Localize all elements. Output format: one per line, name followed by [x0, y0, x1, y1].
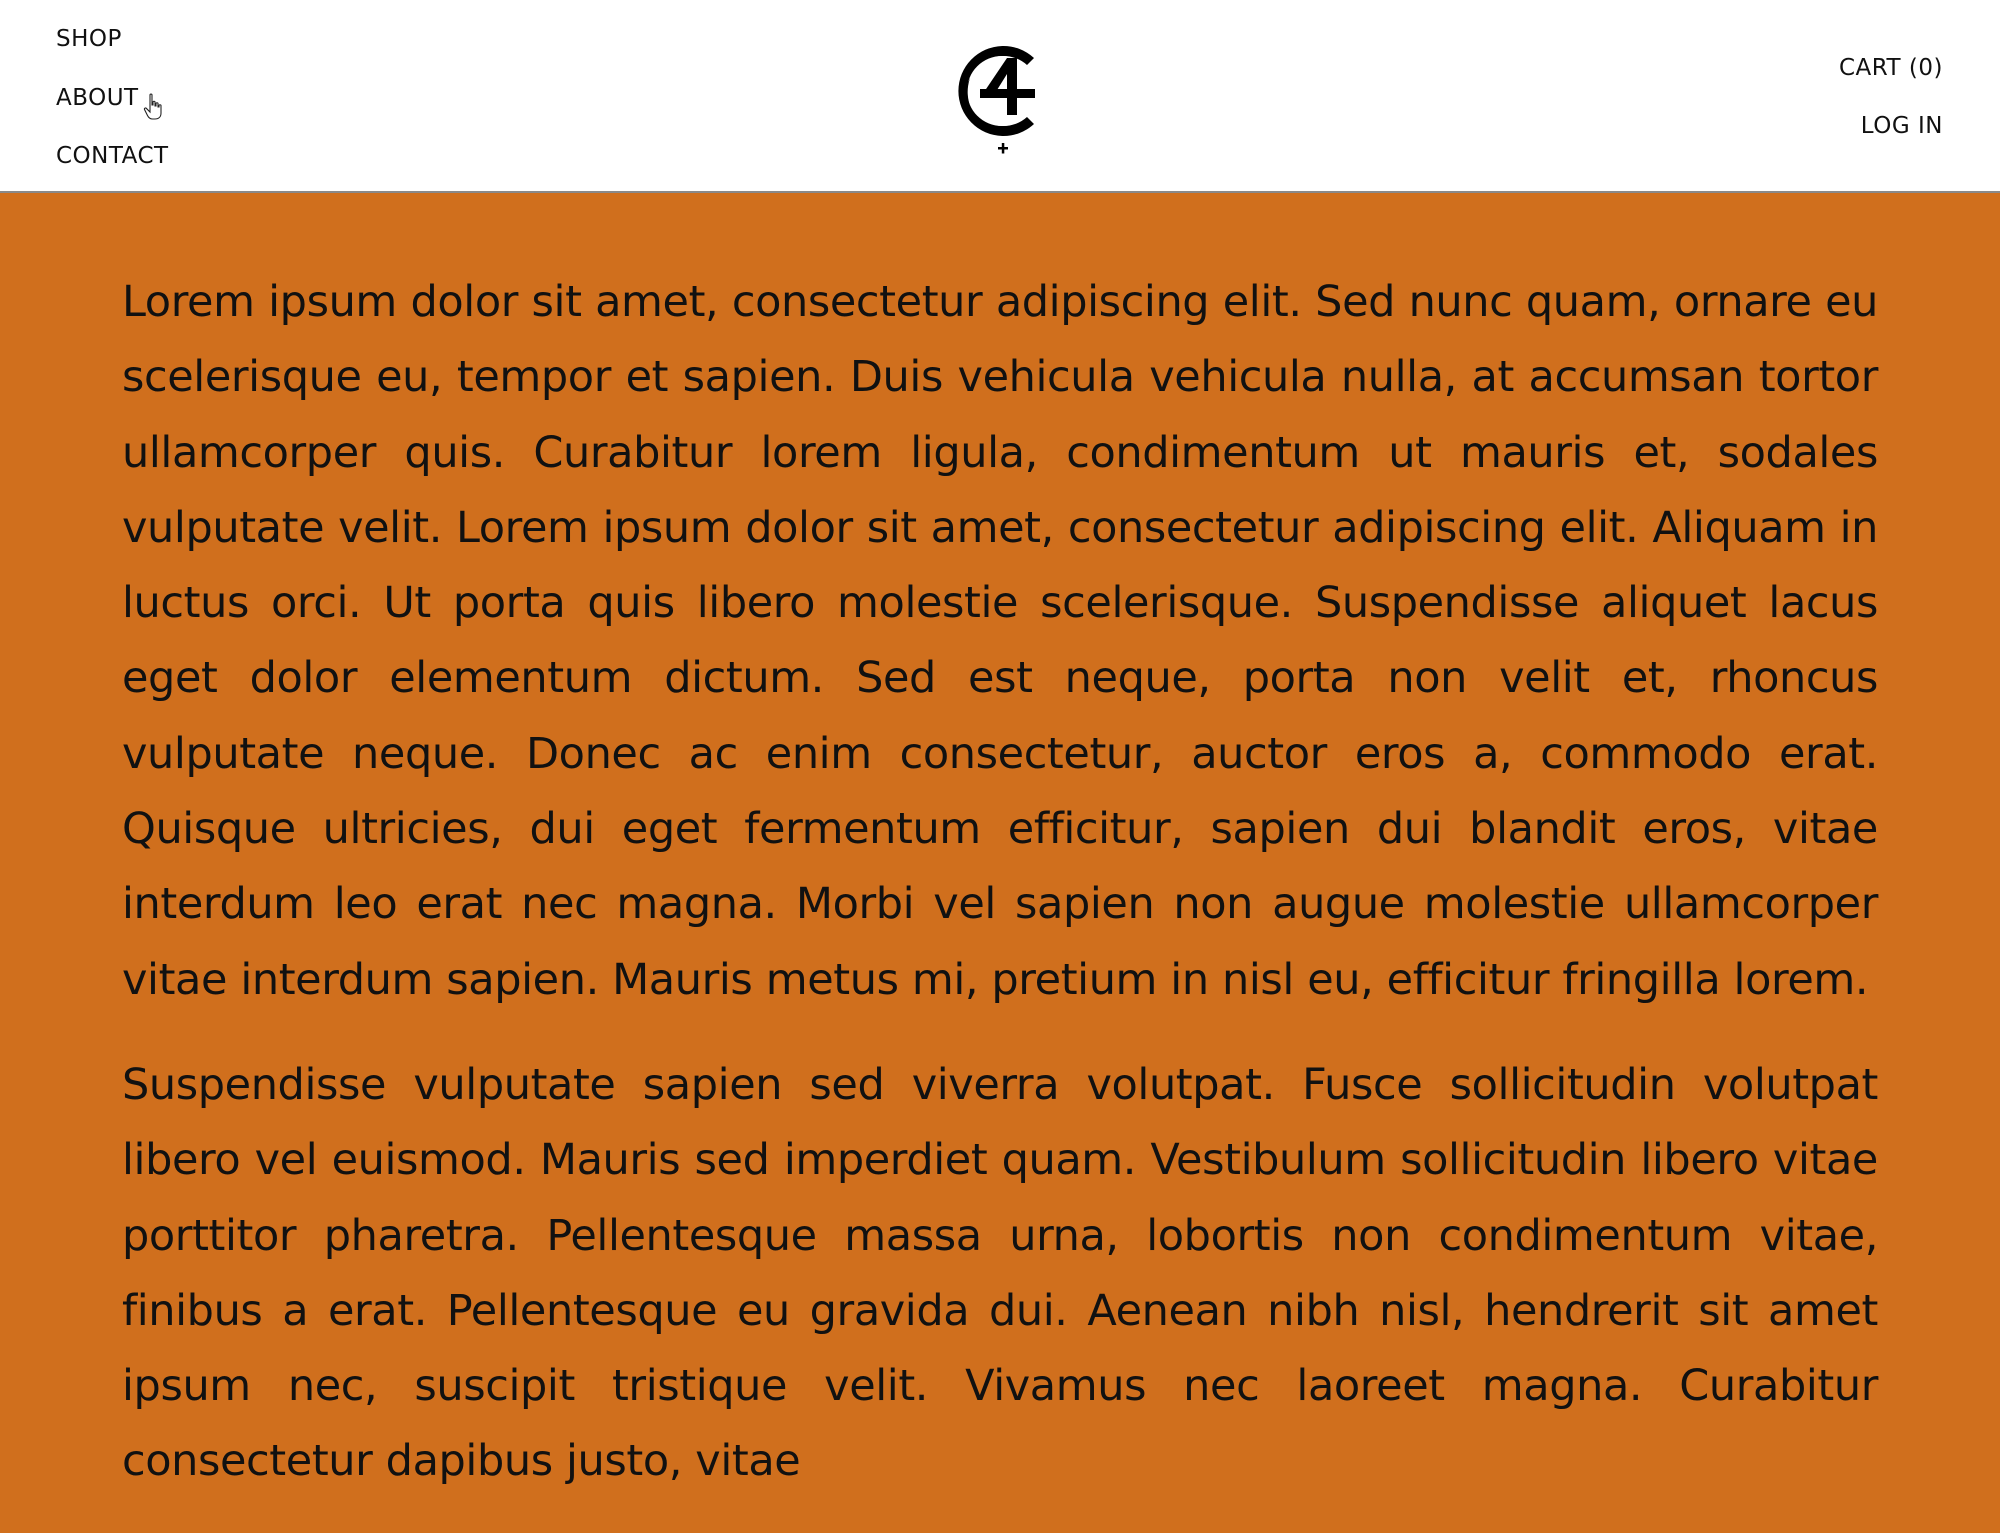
- nav-link-shop[interactable]: SHOP: [56, 26, 122, 52]
- body-paragraph-1: Lorem ipsum dolor sit amet, consectetur adipiscing elit. Sed nunc quam, ornare eu scelerisque eu, tempor et sapien. Duis vehicula vehicula nulla, at accumsan tortor ullamcorper quis. Curabitur lorem ligula, condimentum ut mauris et, sodales vulputate velit. Lorem ipsum dolor sit amet, consectetur adipiscing elit. Aliquam in luctus orci. Ut porta quis libero molestie scelerisque. Suspendisse aliquet lacus eget dolor elementum dictum. Sed est neque, porta non velit et, rhoncus vulputate neque. Donec ac enim consectetur, auctor eros a, commodo erat. Quisque ultricies, dui eget fermentum efficitur, sapien dui blandit eros, vitae interdum leo erat nec magna. Morbi vel sapien non augue molestie ullamcorper vitae interdum sapien. Mauris metus mi, pretium in nisl eu, efficitur fringilla lorem.: [122, 277, 1878, 1005]
- account-nav: [1839, 52, 1943, 168]
- cart-link[interactable]: CART (0): [1838, 55, 1943, 81]
- c4-plus-logo-icon[interactable]: [950, 42, 1050, 167]
- body-paragraph-2: Suspendisse vulputate sapien sed viverra volutpat. Fusce sollicitudin volutpat libero vel euismod. Mauris sed imperdiet quam. Vestibulum sollicitudin libero vitae porttitor pharetra. Pellentesque massa urna, lobortis non condimentum vitae, finibus a erat. Pellentesque eu gravida dui. Aenean nibh nisl, hendrerit sit amet ipsum nec, suscipit tristique velit. Vivamus nec laoreet magna. Curabitur consectetur dapibus justo, vitae: [122, 1059, 1878, 1487]
- text-column: [122, 265, 1878, 1530]
- site-header: [0, 0, 2000, 193]
- main-content: [0, 193, 2000, 1533]
- nav-link-contact[interactable]: CONTACT: [56, 143, 169, 169]
- nav-link-about[interactable]: ABOUT: [56, 84, 139, 111]
- hand-cursor-icon: [143, 93, 163, 121]
- login-link[interactable]: LOG IN: [1860, 113, 1943, 139]
